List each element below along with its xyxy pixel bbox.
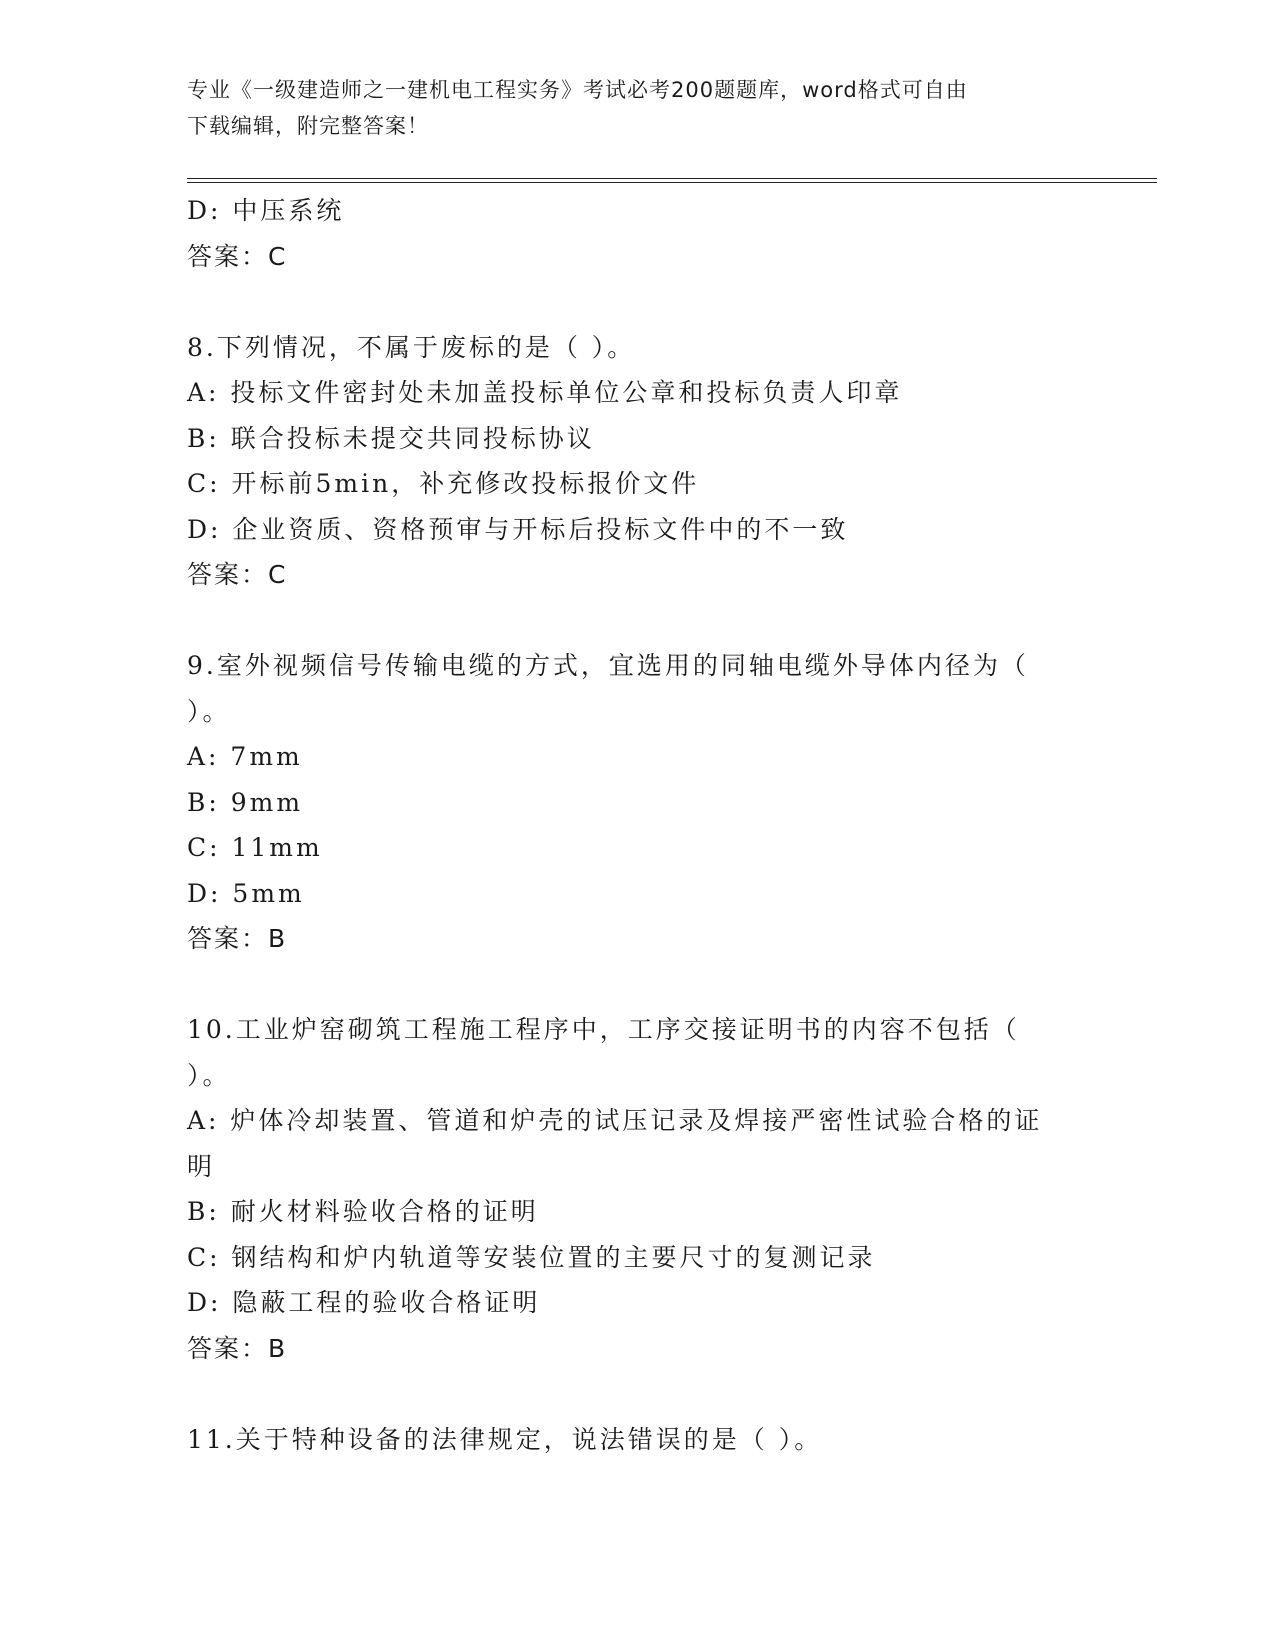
q10-option-a-line-1: A: 炉体冷却装置、管道和炉壳的试压记录及焊接严密性试验合格的证 — [187, 1106, 1043, 1135]
q8-option-c: C: 开标前5min，补充修改投标报价文件 — [187, 469, 700, 498]
q9-option-c: C: 11mm — [187, 833, 323, 862]
page-header — [187, 72, 1067, 144]
spacer — [187, 962, 1087, 1008]
q9-option-b: B: 9mm — [187, 787, 304, 817]
q8-option-a: A: 投标文件密封处未加盖投标单位公章和投标负责人印章 — [187, 378, 903, 407]
q8-option-b: B: 联合投标未提交共同投标协议 — [187, 423, 595, 453]
q11-stem: 11.关于特种设备的法律规定，说法错误的是（ ）。 — [187, 1424, 823, 1454]
q10-option-d: D: 隐蔽工程的验收合格证明 — [187, 1288, 541, 1317]
header-double-rule — [187, 178, 1157, 183]
q9-option-a: A: 7mm — [187, 742, 303, 771]
spacer — [187, 1371, 1087, 1417]
q10-option-a-line-2: 明 — [187, 1151, 216, 1181]
header-line-2: 下载编辑，附完整答案！ — [187, 114, 429, 138]
header-line-1: 专业《一级建造师之一建机电工程实务》考试必考200题题库，word格式可自由 — [187, 78, 968, 102]
q8-stem: 8.下列情况，不属于废标的是（ ）。 — [187, 332, 636, 362]
q9-stem-line-1: 9.室外视频信号传输电缆的方式，宜选用的同轴电缆外导体内径为（ — [187, 651, 1029, 680]
q7-option-d: D: 中压系统 — [187, 196, 345, 225]
q7-answer: 答案：C — [187, 241, 288, 271]
q9-answer: 答案：B — [187, 924, 288, 953]
q10-answer: 答案：B — [187, 1333, 288, 1363]
spacer — [187, 279, 1087, 325]
q9-stem-line-2: ）。 — [187, 696, 231, 726]
q10-stem-line-2: ）。 — [187, 1060, 231, 1090]
question-content — [187, 188, 1087, 1462]
q8-option-d: D: 企业资质、资格预审与开标后投标文件中的不一致 — [187, 514, 849, 544]
q10-option-b: B: 耐火材料验收合格的证明 — [187, 1197, 539, 1226]
q9-option-d: D: 5mm — [187, 878, 305, 908]
q10-stem-line-1: 10.工业炉窑砌筑工程施工程序中，工序交接证明书的内容不包括（ — [187, 1015, 1020, 1044]
q8-answer: 答案：C — [187, 560, 288, 589]
spacer — [187, 598, 1087, 644]
q10-option-c: C: 钢结构和炉内轨道等安装位置的主要尺寸的复测记录 — [187, 1242, 876, 1272]
